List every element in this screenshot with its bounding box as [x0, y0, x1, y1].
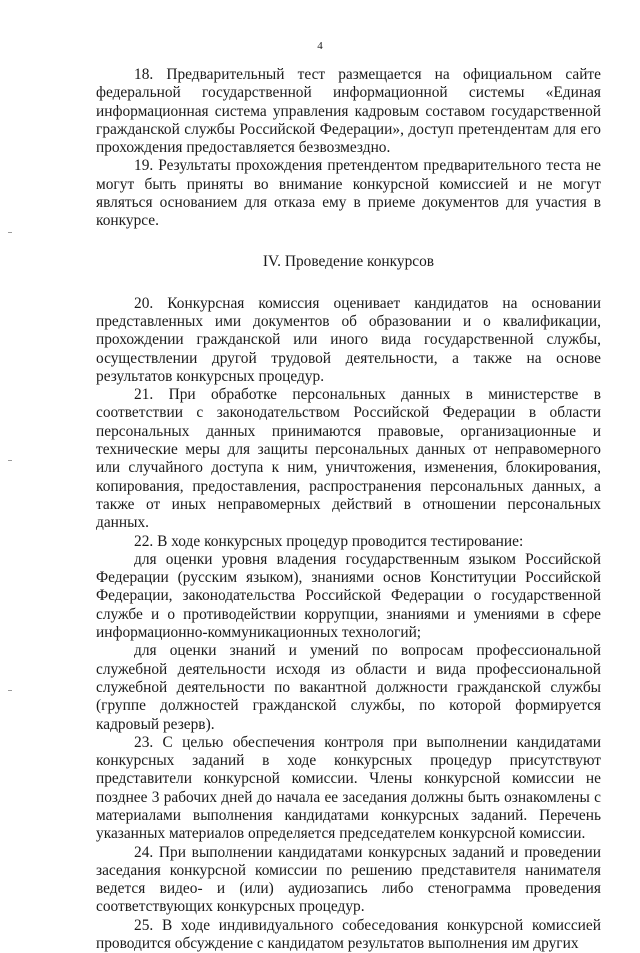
document-body: [96, 66, 601, 953]
paragraph-18: 18. Предварительный тест размещается на официальном сайте федеральной государственной информационной системы «Единая информационная система управления кадровым составом государственной гражданской службы Российской Федерации», доступ претендентам для его прохождения предоставляется безвозмездно.: [96, 66, 601, 157]
margin-mark: [8, 460, 12, 461]
margin-mark: [8, 690, 12, 691]
margin-mark: [8, 232, 12, 233]
paragraph-23: 23. С целью обеспечения контроля при выполнении кандидатами конкурсных заданий в ходе конкурсных процедур присутствуют представители конкурсной комиссии. Члены конкурсной комиссии не позднее 3 рабочих дней до начала ее заседания должны быть ознакомлены с материалами выполнения кандидатами конкурсных заданий. Перечень указанных материалов определяется председателем конкурсной комиссии.: [96, 733, 601, 843]
paragraph-20: 20. Конкурсная комиссия оценивает кандидатов на основании представленных ими документов об образовании и о квалификации, прохождении гражданской или иного вида государственной службы, осуществлении другой трудовой деятельности, а также на основе результатов конкурсных процедур.: [96, 294, 601, 385]
paragraph-21: 21. При обработке персональных данных в министерстве в соответствии с законодательством Российской Федерации в области персональных данных принимаются правовые, организационные и технические меры для защиты персональных данных от неправомерного или случайного доступа к ним, уничтожения, изменения, блокирования, копирования, предоставления, распространения персональных данных, а также от иных неправомерных действий в отношении персональных данных.: [96, 386, 601, 532]
page-number: 4: [317, 40, 323, 52]
paragraph-22-item-1: для оценки уровня владения государственным языком Российской Федерации (русским языком), знаниями основ Конституции Российской Федерации, законодательства Российской Федерации о государственной службе и о противодействии коррупции, знаниями и умениями в сфере информационно-коммуникационных технологий;: [96, 550, 601, 642]
paragraph-22: 22. В ходе конкурсных процедур проводится тестирование:: [134, 532, 524, 550]
paragraph-25: 25. В ходе индивидуального собеседования конкурсной комиссией проводится обсуждение с кандидатом результатов выполнения им других: [96, 916, 601, 953]
paragraph-24: 24. При выполнении кандидатами конкурсных заданий и проведении заседания конкурсной комиссии по решению представителя нанимателя ведется видео- и (или) аудиозапись либо стенограмма проведения соответствующих конкурсных процедур.: [96, 843, 601, 916]
paragraph-22-item-2: для оценки знаний и умений по вопросам профессиональной служебной деятельности исходя из области и вида профессиональной служебной деятельности по вакантной должности гражданской службы (группе должностей гражданской службы, по которой формируется кадровый резерв).: [96, 642, 601, 733]
paragraph-19: 19. Результаты прохождения претендентом предварительного теста не могут быть приняты во внимание конкурсной комиссией и не могут являться основанием для отказа ему в приеме документов для участия в конкурсе.: [96, 157, 601, 230]
section-heading: IV. Проведение конкурсов: [262, 252, 435, 270]
